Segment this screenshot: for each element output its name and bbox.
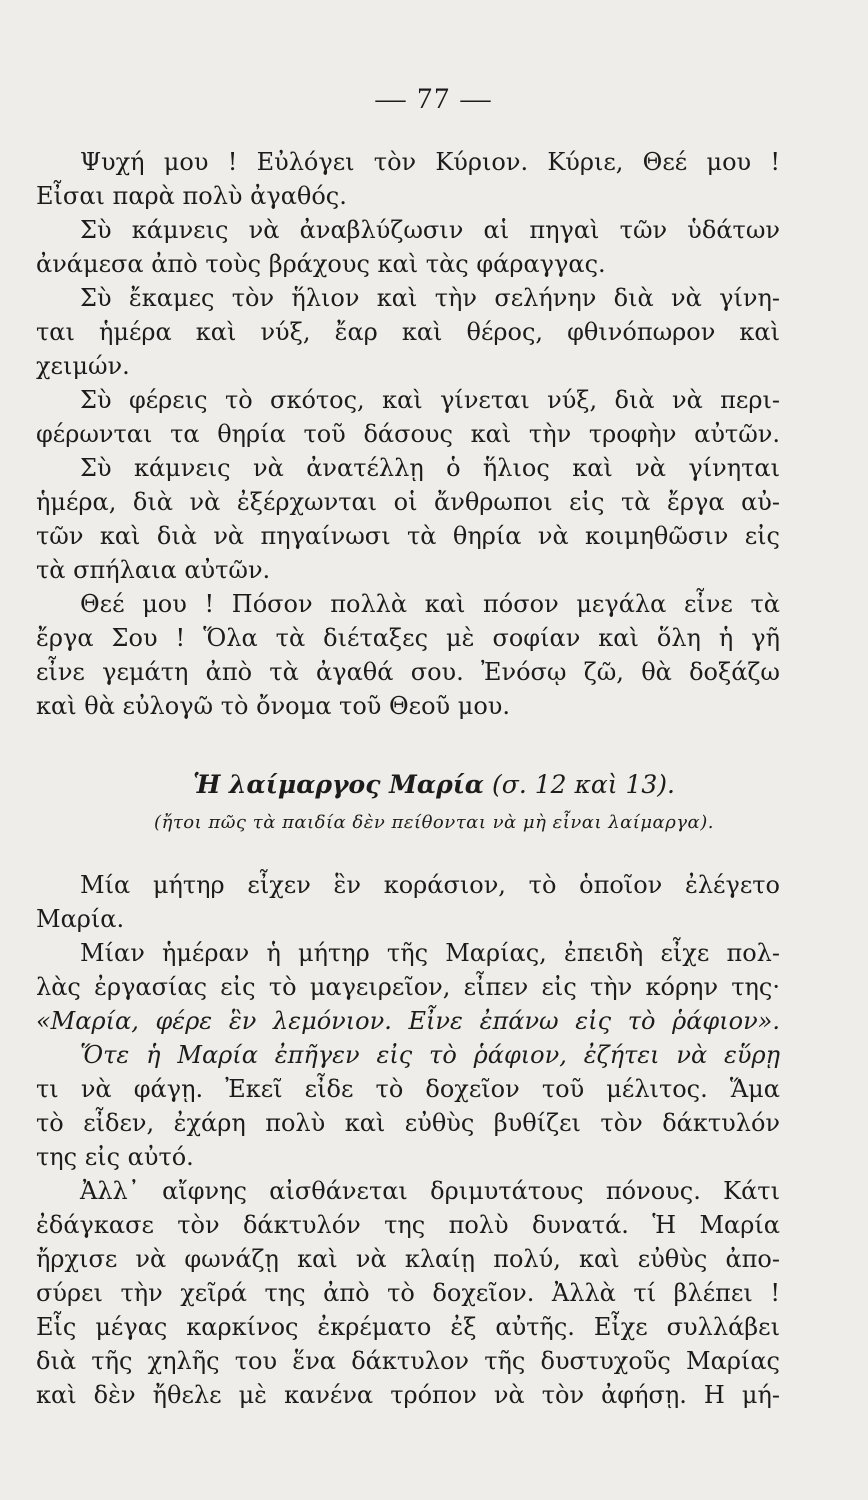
text-line: ἔργα Σου ! Ὅλα τὰ διέταξες μὲ σοφίαν καὶ ὅλη ἡ γῆ <box>36 624 780 652</box>
text-line: Μία μήτηρ εἶχεν ἓν κοράσιον, τὸ ὁποῖον ἐλέγετο <box>80 871 780 899</box>
story-text <box>36 868 780 1412</box>
text-line: Μαρία. <box>36 905 125 933</box>
text-line: τὰ σπήλαια αὐτῶν. <box>36 556 271 584</box>
text-line: ἡμέρα, διὰ νὰ ἐξέρχωνται οἱ ἄνθρωποι εἰς τὰ ἔργα αὐ- <box>36 488 780 516</box>
text-line: σύρει τὴν χεῖρά της ἀπὸ τὸ δοχεῖον. Ἀλλὰ τί βλέπει ! <box>36 1279 780 1307</box>
text-line: καὶ δὲν ἤθελε μὲ κανένα τρόπον νὰ τὸν ἀφήσῃ. Η μή- <box>36 1381 780 1409</box>
text-line: Σὺ ἔκαμες τὸν ἥλιον καὶ τὴν σελήνην διὰ νὰ γίνη- <box>80 284 780 312</box>
text-line: της εἰς αὐτό. <box>36 1143 194 1171</box>
text-line: τὸ εἶδεν, ἐχάρη πολὺ καὶ εὐθὺς βυθίζει τὸν δάκτυλόν <box>36 1109 780 1137</box>
text-line: εἶνε γεμάτη ἀπὸ τὰ ἀγαθά σου. Ἐνόσῳ ζῶ, θὰ δοξάζω <box>36 658 780 686</box>
text-line: τῶν καὶ διὰ νὰ πηγαίνωσι τὰ θηρία νὰ κοιμηθῶσιν εἰς <box>36 522 780 550</box>
text-line: Ψυχή μου ! Εὐλόγει τὸν Κύριον. Κύριε, Θεέ μου ! <box>80 148 780 176</box>
story-title: Ἡ λαίμαργος Μαρία <box>192 770 485 799</box>
text-line: φέρωνται τα θηρία τοῦ δάσους καὶ τὴν τροφὴν αὐτῶν. <box>36 420 780 448</box>
text-line: ἐδάγκασε τὸν δάκτυλόν της πολὺ δυνατά. Ἡ Μαρία <box>36 1211 780 1239</box>
text-line: Θεέ μου ! Πόσον πολλὰ καὶ πόσον μεγάλα εἶνε τὰ <box>80 590 780 618</box>
text-line: Μίαν ἡμέραν ἡ μήτηρ τῆς Μαρίας, ἐπειδὴ εἶχε πολ- <box>80 939 780 967</box>
story-subtitle: (ἤτοι πῶς τὰ παιδία δὲν πείθονται νὰ μὴ εἶναι λαίμαργα). <box>154 812 714 833</box>
prayer-text <box>36 145 780 723</box>
text-line: τι νὰ φάγῃ. Ἐκεῖ εἶδε τὸ δοχεῖον τοῦ μέλιτος. Ἅμα <box>36 1075 780 1103</box>
text-line: καὶ θὰ εὐλογῶ τὸ ὄνομα τοῦ Θεοῦ μου. <box>36 692 511 720</box>
text-line: ἀνάμεσα ἀπὸ τοὺς βράχους καὶ τὰς φάραγγας. <box>36 250 606 278</box>
text-line: ται ἡμέρα καὶ νύξ, ἔαρ καὶ θέρος, φθινόπωρον καὶ <box>36 318 780 346</box>
text-line: χειμών. <box>36 352 130 380</box>
text-line: «Μαρία, φέρε ἓν λεμόνιον. Εἶνε ἐπάνω εἰς τὸ ῥάφιον». <box>36 1007 780 1035</box>
page-number: — 77 — <box>375 82 493 115</box>
text-line: λὰς ἐργασίας εἰς τὸ μαγειρεῖον, εἶπεν εἰς τὴν κόρην της· <box>36 973 780 1001</box>
text-line: Ἀλλ᾽ αἴφνης αἰσθάνεται δριμυτάτους πόνους. Κάτι <box>80 1177 780 1205</box>
text-line: Σὺ φέρεις τὸ σκότος, καὶ γίνεται νύξ, διὰ νὰ περι- <box>80 386 780 414</box>
text-line: ἤρχισε νὰ φωνάζῃ καὶ νὰ κλαίῃ πολύ, καὶ εὐθὺς ἀπο- <box>36 1245 780 1273</box>
text-line: Εἶσαι παρὰ πολὺ ἀγαθός. <box>36 182 347 210</box>
text-line: Εἷς μέγας καρκίνος ἐκρέματο ἐξ αὐτῆς. Εἶχε συλλάβει <box>36 1313 780 1341</box>
text-line: Σὺ κάμνεις νὰ ἀναβλύζωσιν αἱ πηγαὶ τῶν ὑδάτων <box>80 216 780 244</box>
story-page-reference: (σ. 12 καὶ 13). <box>484 770 676 799</box>
text-line: διὰ τῆς χηλῆς του ἕνα δάκτυλον τῆς δυστυχοῦς Μαρίας <box>36 1347 780 1375</box>
text-line: Ὅτε ἡ Μαρία ἐπῆγεν εἰς τὸ ῥάφιον, ἐζήτει νὰ εὕρῃ <box>80 1041 780 1069</box>
text-line: Σὺ κάμνεις νὰ ἀνατέλλῃ ὁ ἥλιος καὶ νὰ γίνηται <box>80 454 780 482</box>
story-heading <box>0 770 868 799</box>
